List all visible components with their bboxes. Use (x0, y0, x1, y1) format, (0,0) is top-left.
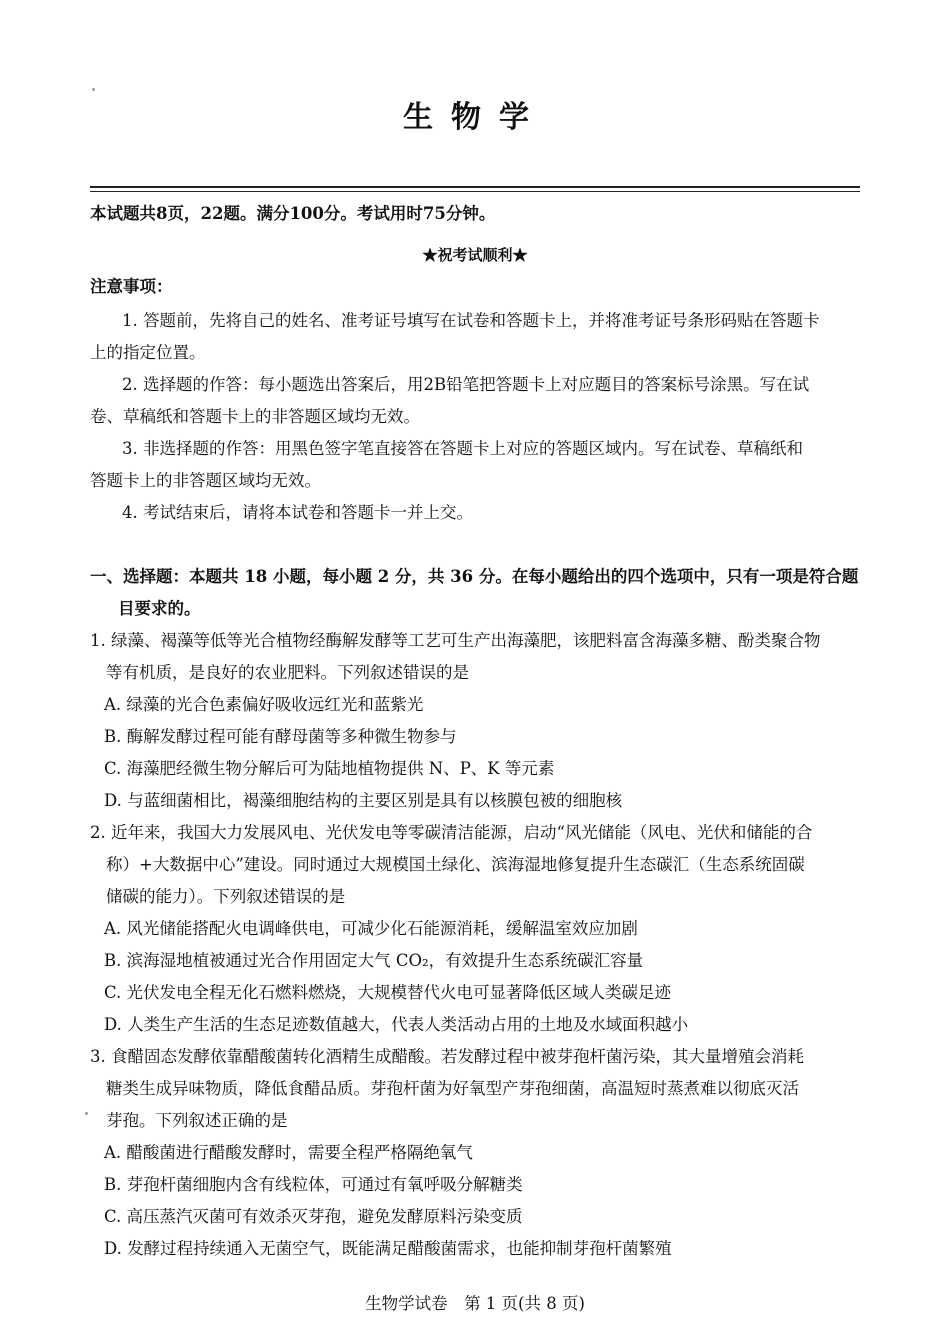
notice-line: 卷、草稿纸和答题卡上的非答题区域均无效。 (90, 407, 420, 426)
answer-option: A. 风光储能搭配火电调峰供电，可减少化石能源消耗，缓解温室效应加剧 (104, 919, 638, 938)
answer-option: A. 醋酸菌进行醋酸发酵时，需要全程严格隔绝氧气 (104, 1143, 473, 1162)
notice-line: 1. 答题前，先将自己的姓名、准考证号填写在试卷和答题卡上，并将准考证号条形码贴在答题卡 (122, 311, 820, 330)
question-stem: 2. 近年来，我国大力发展风电、光伏发电等零碳清洁能源，启动“风光储能（风电、光伏和储能的合 (90, 823, 813, 842)
header-rule-thin (90, 191, 860, 192)
answer-option: B. 滨海湿地植被通过光合作用固定大气 CO₂，有效提升生态系统碳汇容量 (104, 951, 644, 970)
page-title: 生物学 (403, 100, 547, 135)
answer-option: D. 人类生产生活的生态足迹数值越大，代表人类活动占用的土地及水域面积越小 (104, 1015, 689, 1034)
good-luck-line: ★祝考试顺利★ (422, 246, 528, 264)
notice-line: 2. 选择题的作答：每小题选出答案后，用2B铅笔把答题卡上对应题目的答案标号涂黑。写在试 (122, 375, 810, 394)
answer-option: C. 高压蒸汽灭菌可有效杀灭芽孢，避免发酵原料污染变质 (104, 1207, 523, 1226)
notice-line: 4. 考试结束后，请将本试卷和答题卡一并上交。 (122, 503, 473, 522)
notice-line: 答题卡上的非答题区域均无效。 (90, 471, 321, 490)
section-heading: 目要求的。 (118, 599, 201, 618)
notice-heading: 注意事项： (90, 277, 173, 296)
answer-option: A. 绿藻的光合色素偏好吸收远红光和蓝紫光 (104, 695, 424, 714)
answer-option: C. 光伏发电全程无化石燃料燃烧，大规模替代火电可显著降低区域人类碳足迹 (104, 983, 672, 1002)
question-stem: 储碳的能力）。下列叙述错误的是 (106, 887, 346, 906)
section-heading: 一、选择题：本题共 18 小题，每小题 2 分，共 36 分。在每小题给出的四个选项中，只有一项是符合题 (90, 567, 859, 586)
page-footer: 生物学试卷 第 1 页(共 8 页) (365, 1294, 585, 1313)
question-stem: 称）+大数据中心”建设。同时通过大规模国土绿化、滨海湿地修复提升生态碳汇（生态系统固碳 (106, 855, 805, 874)
question-stem: 3. 食醋固态发酵依靠醋酸菌转化酒精生成醋酸。若发酵过程中被芽孢杆菌污染，其大量增殖会消耗 (90, 1047, 804, 1066)
answer-option: B. 芽孢杆菌细胞内含有线粒体，可通过有氧呼吸分解糖类 (104, 1175, 523, 1194)
notice-line: 上的指定位置。 (90, 343, 206, 362)
answer-option: B. 酶解发酵过程可能有酵母菌等多种微生物参与 (104, 727, 457, 746)
notice-line: 3. 非选择题的作答：用黑色签字笔直接答在答题卡上对应的答题区域内。写在试卷、草稿纸和 (122, 439, 803, 458)
answer-option: C. 海藻肥经微生物分解后可为陆地植物提供 N、P、K 等元素 (104, 759, 555, 778)
answer-option: D. 与蓝细菌相比，褐藻细胞结构的主要区别是具有以核膜包被的细胞核 (104, 791, 623, 810)
question-stem: 芽孢。下列叙述正确的是 (106, 1111, 288, 1130)
scan-speck (92, 88, 95, 91)
header-rule-thick (90, 186, 860, 188)
scan-speck (85, 1112, 88, 1115)
question-stem: 等有机质，是良好的农业肥料。下列叙述错误的是 (106, 663, 469, 682)
answer-option: D. 发酵过程持续通入无菌空气，既能满足醋酸菌需求，也能抑制芽孢杆菌繁殖 (104, 1239, 672, 1258)
exam-intro: 本试题共8页，22题。满分100分。考试用时75分钟。 (90, 204, 496, 223)
question-stem: 1. 绿藻、褐藻等低等光合植物经酶解发酵等工艺可生产出海藻肥，该肥料富含海藻多糖、酚类聚合物 (90, 631, 821, 650)
question-stem: 糖类生成异味物质，降低食醋品质。芽孢杆菌为好氧型产芽孢细菌，高温短时蒸煮难以彻底灭活 (106, 1079, 799, 1098)
